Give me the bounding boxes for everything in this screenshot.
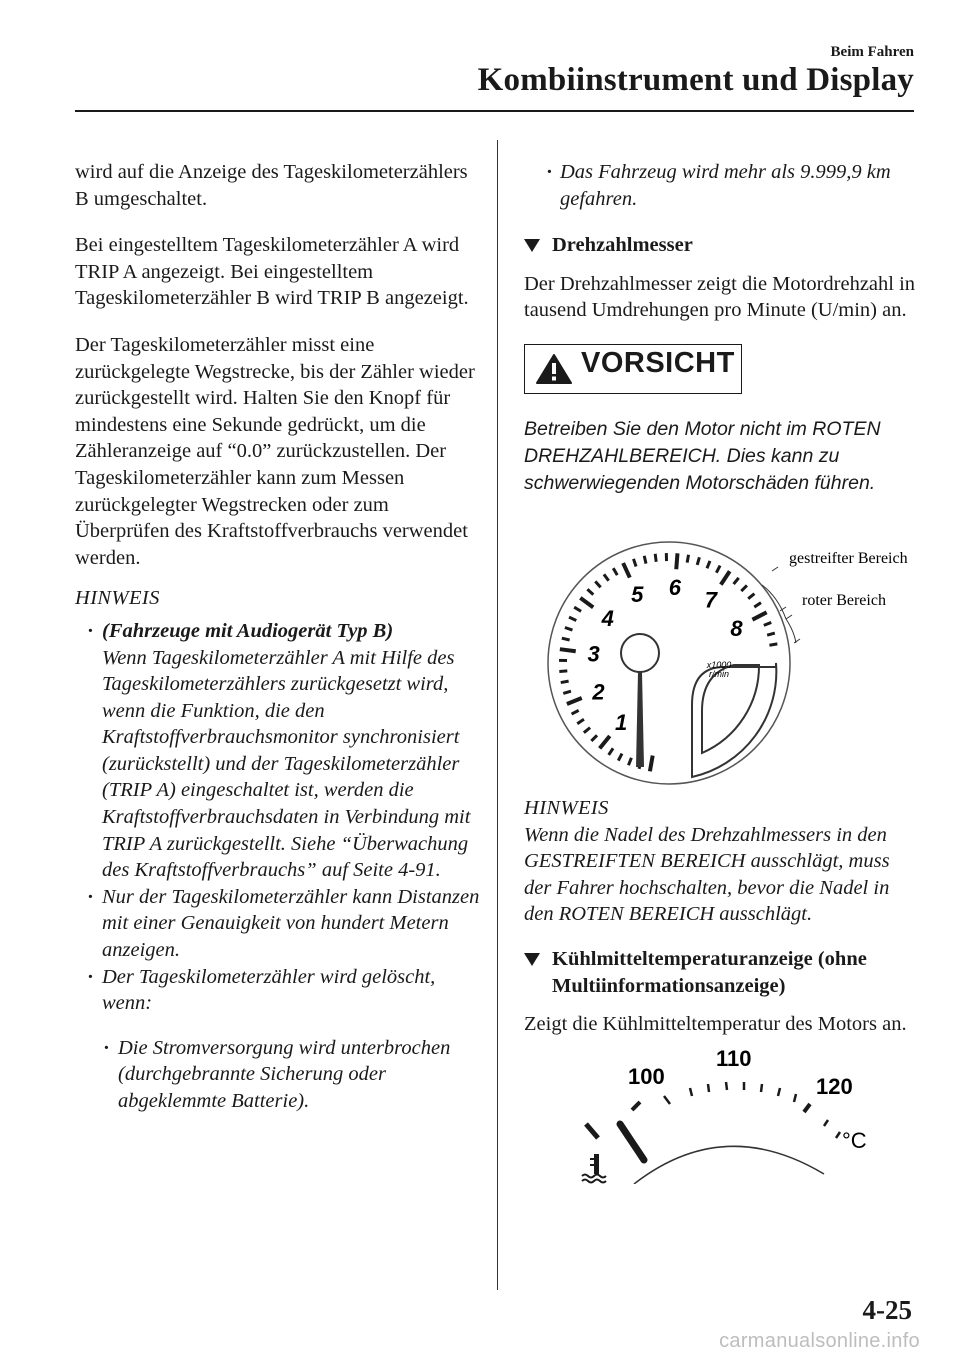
temperature-label-120: 120 [816, 1073, 853, 1099]
temperature-cold-tick [586, 1124, 598, 1138]
temperature-label-100: 100 [628, 1063, 665, 1089]
header-rule [75, 110, 914, 112]
red-zone-label: roter Bereich [802, 591, 886, 609]
tachometer-labels [587, 575, 743, 735]
tachometer-inner-bezel [692, 663, 776, 777]
temperature-tick [761, 1084, 762, 1092]
note-bullet-audio [75, 618, 480, 884]
tachometer-tick [734, 578, 739, 584]
page-title: Kombiinstrument und Display [477, 62, 914, 98]
tachometer-tick [561, 681, 569, 682]
tachometer-tick [697, 557, 699, 565]
coolant-thermometer-icon [582, 1154, 606, 1183]
tachometer-label: 8 [730, 615, 743, 641]
tachometer-tick [577, 719, 584, 723]
tachometer-tick [764, 622, 771, 625]
tachometer-tick [584, 728, 590, 733]
tachometer-tick [567, 698, 582, 704]
watermark: carmanualsonline.info [719, 1330, 920, 1352]
tachometer-tick [572, 710, 579, 714]
caution-box [524, 344, 742, 394]
tachometer-tick [707, 561, 710, 568]
tachometer-label: 6 [668, 575, 681, 601]
tachometer-tick [687, 555, 688, 563]
tachometer-label: 3 [587, 641, 600, 667]
tachometer-tick [600, 736, 610, 748]
note-bullet-reset: · Der Tageskilometerzähler wird gelöscht, wenn: [75, 964, 480, 1017]
note-bullet-audio-head: (Fahrzeuge mit Audiogerät Typ B) [102, 619, 394, 642]
tachometer-tick [741, 585, 747, 591]
tachometer-label: 4 [601, 605, 614, 631]
tachometer-tick [623, 563, 630, 578]
striped-zone-label: gestreifter Bereich [789, 549, 908, 567]
tachometer-tick [580, 598, 593, 607]
section-tachometer-heading [524, 232, 919, 259]
tachometer-tick [618, 753, 622, 760]
temperature-tick [836, 1132, 840, 1138]
tachometer-tick [563, 691, 571, 693]
tachometer-tick [574, 607, 581, 611]
tachometer-label: 1 [614, 709, 628, 735]
paragraph-1: wird auf die Anzeige des Tageskilometerzählers B umgeschaltet. [75, 161, 468, 210]
note-subbullet-power: · Die Stromversorgung wird unterbrochen (durchgebrannte Sicherung oder abgeklemmte Batterie). [75, 1035, 480, 1115]
temperature-unit: °C [842, 1127, 867, 1153]
tachometer-tick [628, 758, 631, 765]
tachometer-tick [716, 566, 720, 573]
coolant-heading-text: Kühlmitteltemperaturanzeige (ohne Multiinformationsanzeige) [552, 947, 867, 997]
temperature-needle [620, 1124, 644, 1160]
tachometer-tick [769, 644, 777, 645]
page-number: 4-25 [862, 1295, 912, 1325]
tachometer-figure [524, 515, 919, 785]
tachometer-heading-text: Drehzahlmesser [552, 234, 693, 257]
tachometer-tick [752, 612, 766, 619]
tachometer-tick [655, 554, 656, 562]
tachometer-tick [595, 581, 600, 587]
warning-icon [535, 353, 573, 385]
note-subbullet-distance: · Das Fahrzeug wird mehr als 9.999,9 km gefahren. [524, 159, 919, 212]
section-coolant-heading [524, 946, 919, 999]
tachometer-tick [604, 574, 609, 580]
temperature-tick [690, 1088, 692, 1096]
tachometer-tick [748, 594, 754, 599]
section-name: Beim Fahren [830, 44, 914, 60]
tachometer-tick [633, 559, 636, 567]
tachometer-tick [559, 671, 567, 672]
tachometer-tick [721, 571, 730, 584]
tachometer-tick [676, 553, 677, 569]
temperature-major-tick [804, 1104, 810, 1112]
note2-title: HINWEIS [524, 796, 609, 819]
note-bullet-audio-body: Wenn Tageskilometerzähler A mit Hilfe des Tageskilometerzählers zurückgesetzt wird, wenn die Funktion, die den Kraftstoffverbrauchsmonitor synchronisiert (zurückstellt) und der Tageskilometerzähler (TRIP A) eingeschaltet ist, werden die Kraftstoffverbrauchsdaten in Verbindung mit TRIP A zurückgestellt. Siehe “Überwachung des Kraftstoffverbrauchs” auf Seite 4-91. [102, 646, 471, 882]
tachometer-hub [621, 634, 659, 672]
caution-text: Betreiben Sie den Motor nicht im ROTEN DREHZAHLBEREICH. Dies kann zu schwerwiegenden Motorschäden führen. [524, 417, 881, 494]
tachometer-unit-top: x1000 [706, 659, 732, 670]
red-zone-leader-top [786, 615, 792, 619]
tachometer-text: Der Drehzahlmesser zeigt die Motordrehzahl in tausend Umdrehungen pro Minute (U/min) an. [524, 272, 916, 322]
tachometer-tick [644, 556, 646, 564]
coolant-text: Zeigt die Kühlmitteltemperatur des Motors an. [524, 1013, 907, 1036]
temperature-arc [634, 1146, 824, 1184]
temperature-major-tick [632, 1102, 640, 1110]
tachometer-needle [636, 672, 644, 767]
tachometer-tick [609, 748, 613, 755]
tachometer-tick [613, 568, 617, 575]
triangle-down-icon [524, 239, 540, 252]
tachometer-unit-bottom: r/min [709, 668, 729, 679]
tachometer-label: 7 [704, 587, 718, 613]
note-bullet-accuracy: · Nur der Tageskilometerzähler kann Distanzen mit einer Genauigkeit von hundert Metern anzeigen. [75, 884, 480, 964]
paragraph-3: Der Tageskilometerzähler misst eine zurückgelegte Wegstrecke, bis der Zähler wieder zurückgestellt wird. Halten Sie den Knopf für mindestens eine Sekunde gedrückt, um die Zähleranzeige auf “0.0” zurückzustellen. Der Tageskilometerzähler kann zum Messen zurückgelegter Wegstrecken oder zum Überprüfen des Kraftstoffverbrauchs verwendet werden. [75, 333, 475, 569]
temperature-tick [794, 1094, 796, 1102]
temperature-label-110: 110 [716, 1045, 752, 1071]
note-title: HINWEIS [75, 587, 160, 610]
tachometer-tick [591, 735, 597, 741]
triangle-down-icon [524, 953, 540, 966]
right-column [524, 159, 919, 1184]
temperature-gauge [524, 1044, 919, 1184]
tachometer-tick [560, 649, 576, 651]
tachometer-label: 5 [631, 581, 644, 607]
tachometer-tick [569, 617, 576, 620]
temperature-tick [708, 1084, 709, 1092]
tachometer-tick [767, 633, 775, 635]
caution-label: VORSICHT [581, 346, 735, 379]
tachometer-tick [565, 627, 573, 630]
temperature-tick [726, 1082, 727, 1090]
temperature-figure [524, 1044, 919, 1184]
temperature-tick [664, 1096, 670, 1104]
temperature-tick [778, 1088, 780, 1096]
tachometer-gauge [524, 515, 919, 785]
tachometer-tick [562, 638, 570, 640]
temperature-tick [824, 1120, 828, 1126]
left-column [75, 159, 480, 1115]
paragraph-2: Bei eingestelltem Tageskilometerzähler A wird TRIP A angezeigt. Bei eingestelltem Tageskilometerzähler B wird TRIP B angezeigt. [75, 234, 469, 310]
striped-zone-leader-top [772, 567, 778, 571]
tachometer-tick [587, 589, 593, 594]
note2-text: Wenn die Nadel des Drehzahlmessers in den GESTREIFTEN BEREICH ausschlägt, muss der Fahrer hochschalten, bevor die Nadel in den ROTEN BEREICH ausschlägt. [524, 823, 890, 926]
tachometer-label: 2 [592, 679, 605, 705]
tachometer-tick [754, 603, 761, 607]
tachometer-tick [650, 756, 653, 772]
column-divider [497, 140, 498, 1290]
